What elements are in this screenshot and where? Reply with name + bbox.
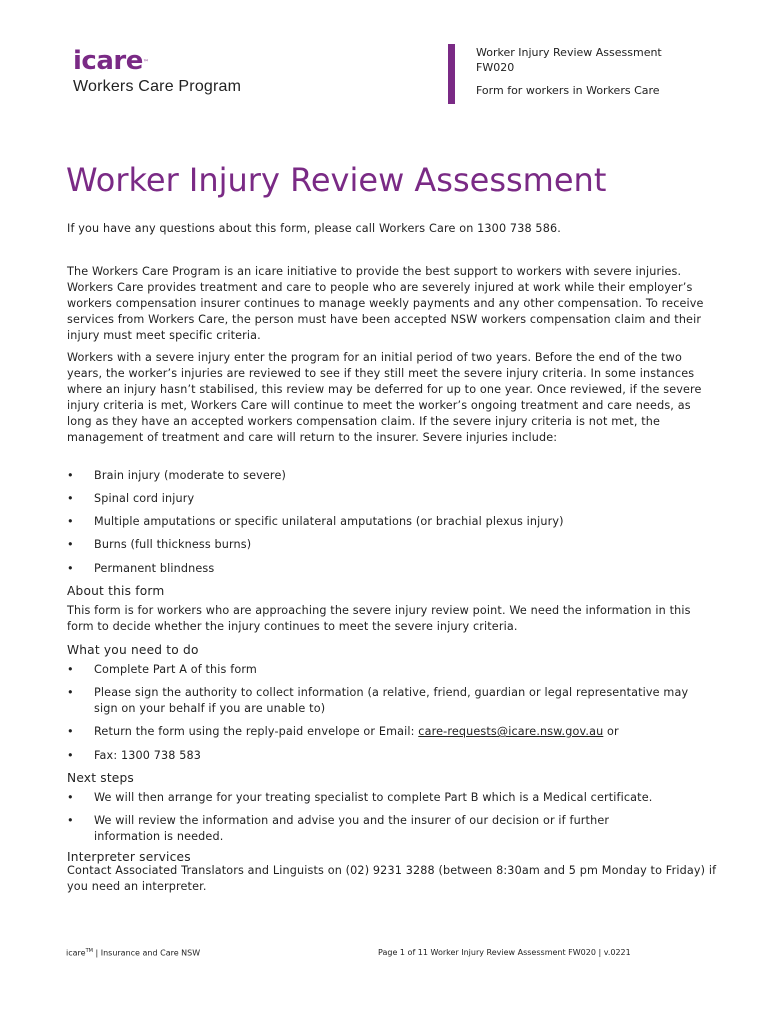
footer-page-info: Page 1 of 11 Worker Injury Review Assessment FW020 | v.0221 (378, 948, 631, 957)
interpreter-text: Contact Associated Translators and Linguists on (02) 9231 3288 (between 8:30am and 5 pm Monday to Friday) if you need an interpreter. (67, 864, 717, 893)
next-steps-heading: Next steps (67, 771, 134, 785)
footer-left: icare™ | Insurance and Care NSW (66, 948, 201, 958)
header-divider-bar (448, 44, 455, 104)
bullet-icon: • (67, 663, 74, 676)
logo-wordmark: icare™ (73, 46, 149, 76)
list-item: • Fax: 1300 738 583 (67, 749, 202, 762)
bullet-icon: • (67, 538, 74, 551)
list-item: • Multiple amputations or specific unilateral amputations (or brachial plexus injury) (67, 515, 564, 528)
email-link[interactable]: care-requests@icare.nsw.gov.au (418, 725, 604, 738)
list-item: • We will review the information and advise you and the insurer of our decision or if further information is needed. (67, 814, 610, 843)
bullet-icon: • (67, 749, 74, 762)
bullet-icon: • (67, 515, 74, 528)
list-item: • Spinal cord injury (67, 492, 195, 505)
review-description: Workers with a severe injury enter the program for an initial period of two years. Before the end of the two years, the worker’s injuries are reviewed to see if they still meet the severe injury criteria. In some instances where an injury hasn’t stabilised, this review may be deferred for up to one year. Once reviewed, if the severe injury criteria is met, Workers Care will continue to meet the worker’s ongoing treatment and care needs, as long as they have an accepted workers compensation claim. If the severe injury criteria is not met, the management of treatment and care will return to the insurer. Severe injuries include: (67, 351, 702, 444)
bullet-icon: • (67, 469, 74, 482)
bullet-icon: • (67, 814, 74, 827)
header-form-title: Worker Injury Review Assessment (476, 46, 662, 59)
about-heading: About this form (67, 584, 165, 598)
list-item: • Burns (full thickness burns) (67, 538, 252, 551)
icare-logo (73, 48, 241, 96)
list-item: • Return the form using the reply-paid envelope or Email: care-requests@icare.nsw.gov.au or (67, 725, 619, 738)
logo-subtitle: Workers Care Program (73, 78, 242, 95)
page-title: Worker Injury Review Assessment (66, 161, 607, 199)
bullet-icon: • (67, 562, 74, 575)
header-form-code: FW020 (476, 61, 515, 74)
bullet-icon: • (67, 492, 74, 505)
about-text: This form is for workers who are approaching the severe injury review point. We need the information in this form to decide whether the injury continues to meet the severe injury criteria. (67, 604, 691, 633)
header-form-for: Form for workers in Workers Care (476, 84, 660, 97)
intro-text: If you have any questions about this form, please call Workers Care on 1300 738 586. (67, 222, 561, 235)
bullet-icon: • (67, 791, 74, 804)
list-item: • Permanent blindness (67, 562, 215, 575)
todo-heading: What you need to do (67, 643, 199, 657)
bullet-icon: • (67, 725, 74, 738)
interpreter-heading: Interpreter services (67, 850, 191, 864)
list-item: • We will then arrange for your treating specialist to complete Part B which is a Medical certificate. (67, 791, 653, 804)
list-item: • Complete Part A of this form (67, 663, 257, 676)
list-item: • Please sign the authority to collect information (a relative, friend, guardian or legal representative may sign on your behalf if you are unable to) (67, 686, 689, 715)
list-item: • Brain injury (moderate to severe) (67, 469, 286, 482)
bullet-icon: • (67, 686, 74, 699)
program-description: The Workers Care Program is an icare initiative to provide the best support to workers with severe injuries. Workers Care provides treatment and care to people who are severely injured at work while their employer’s workers compensation insurer continues to manage weekly payments and any other compensation. To receive services from Workers Care, the person must have been accepted NSW workers compensation claim and their injury must meet specific criteria. (67, 265, 704, 342)
